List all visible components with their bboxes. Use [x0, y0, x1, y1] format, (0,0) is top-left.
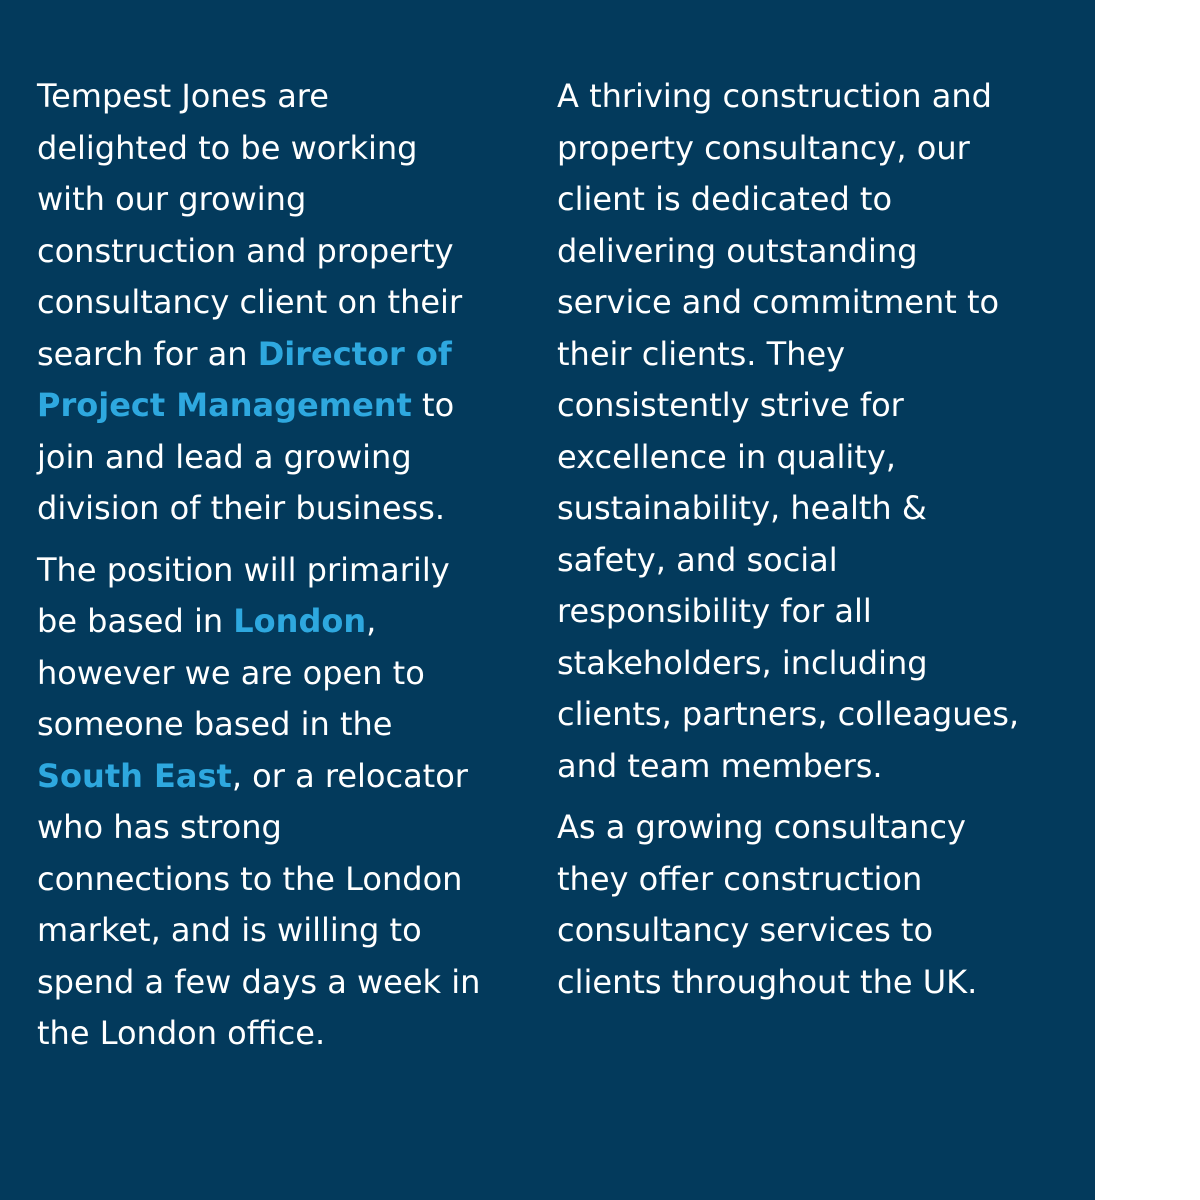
text-line: clients throughout the UK.: [557, 962, 978, 1001]
highlight-location: London: [233, 602, 367, 640]
text-line: safety, and social: [557, 540, 838, 579]
text-line: join and lead a growing: [37, 437, 412, 476]
text-line: consistently strive for: [557, 386, 904, 424]
services-paragraph: [557, 802, 1062, 1008]
text-line: be based in: [37, 602, 234, 640]
highlight-role: Project Management: [37, 386, 412, 424]
highlight-role: Director of: [257, 334, 452, 373]
text-line: excellence in quality,: [557, 437, 896, 476]
text-line: they offer construction: [557, 859, 923, 898]
text-line: market, and is willing to: [37, 911, 422, 949]
text-line: The position will primarily: [37, 550, 450, 589]
text-line: , or a relocator: [231, 756, 468, 795]
left-column: [37, 71, 517, 1070]
text-line: stakeholders, including: [557, 643, 928, 682]
text-line: spend a few days a week in: [37, 962, 481, 1001]
text-line: client is dedicated to: [557, 180, 893, 218]
text-line: construction and property: [37, 231, 454, 270]
text-line: connections to the London: [37, 859, 463, 898]
text-line: the London office.: [37, 1014, 326, 1052]
text-line: service and commitment to: [557, 283, 1000, 321]
text-line: however we are open to: [37, 653, 425, 692]
text-line: to: [411, 386, 455, 424]
text-line: property consultancy, our: [557, 128, 970, 167]
text-line: with our growing: [37, 180, 307, 218]
text-line: their clients. They: [557, 334, 846, 373]
text-line: who has strong: [37, 808, 282, 846]
text-line: Tempest Jones are: [37, 77, 329, 115]
text-line: search for an: [37, 334, 258, 373]
text-line: consultancy client on their: [37, 283, 463, 321]
location-paragraph: [37, 545, 517, 1060]
right-margin: [1095, 0, 1200, 1200]
text-line: As a growing consultancy: [557, 808, 966, 846]
text-line: delighted to be working: [37, 128, 418, 167]
text-line: clients, partners, colleagues,: [557, 695, 1020, 733]
text-line: A thriving construction and: [557, 77, 992, 115]
client-description-paragraph: [557, 71, 1062, 792]
text-line: someone based in the: [37, 705, 393, 743]
text-line: responsibility for all: [557, 592, 872, 630]
intro-paragraph: [37, 71, 517, 535]
text-line: delivering outstanding: [557, 231, 918, 270]
text-line: and team members.: [557, 746, 883, 785]
text-line: ,: [366, 602, 377, 640]
text-line: consultancy services to: [557, 911, 934, 949]
highlight-location: South East: [37, 756, 232, 795]
text-line: division of their business.: [37, 489, 446, 527]
text-line: sustainability, health &: [557, 489, 927, 527]
right-column: [557, 71, 1062, 1018]
